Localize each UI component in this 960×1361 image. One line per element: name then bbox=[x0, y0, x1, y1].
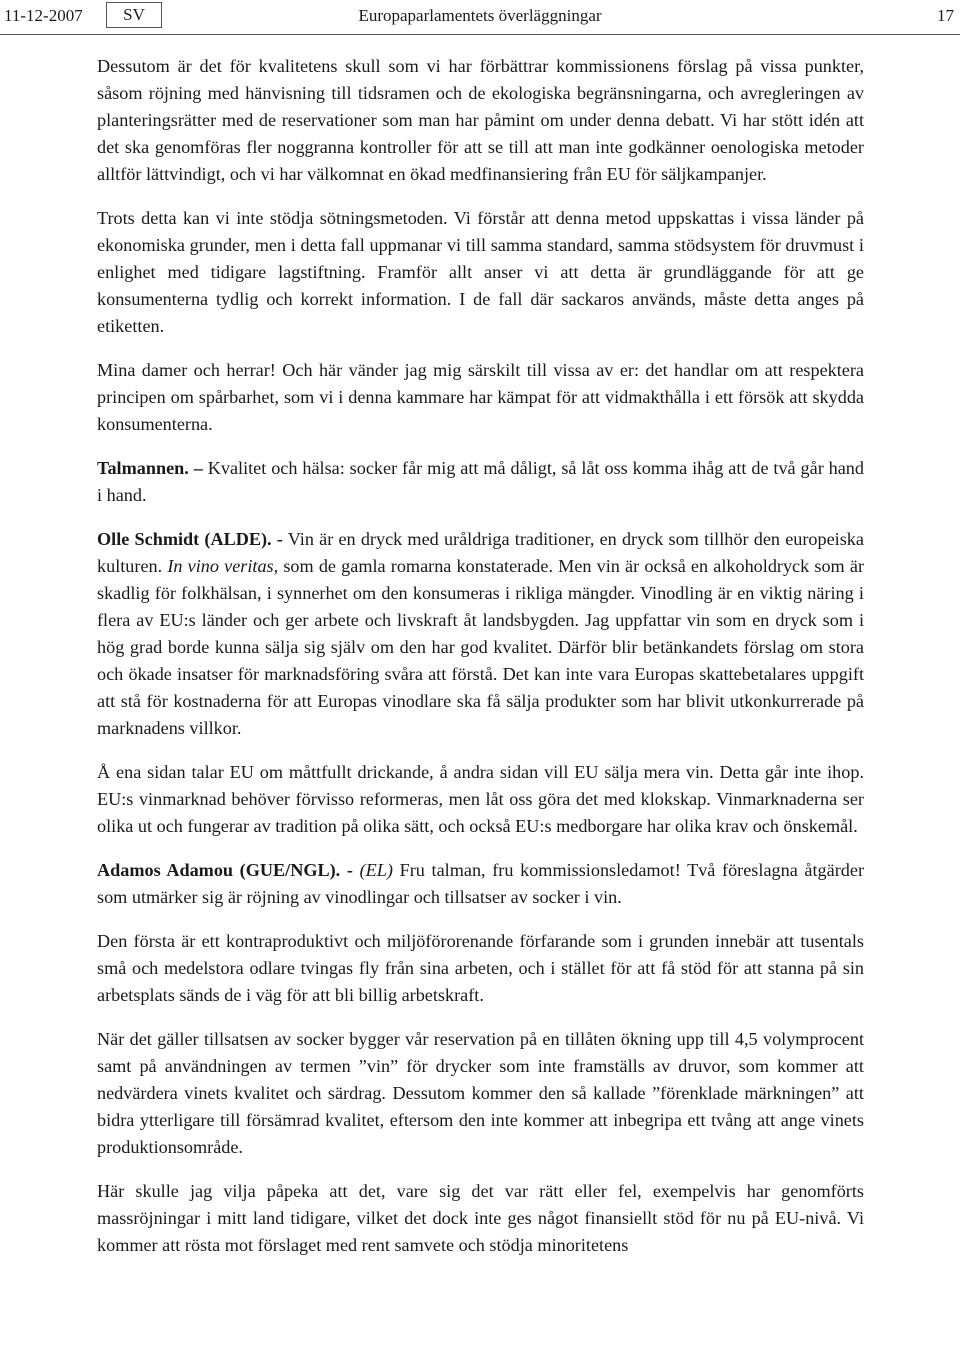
page-header bbox=[0, 0, 960, 35]
paragraph-talmannen bbox=[97, 455, 864, 509]
header-title: Europaparlamentets överläggningar bbox=[358, 6, 602, 25]
speaker-name: Olle Schmidt (ALDE). - bbox=[97, 529, 283, 549]
latin-quote: In vino veritas, bbox=[167, 556, 279, 576]
paragraph-text: Kvalitet och hälsa: socker får mig att må dåligt, så låt oss komma ihåg att de två går hand i hand. bbox=[97, 458, 864, 505]
paragraph-9 bbox=[97, 1026, 864, 1161]
paragraph-text: som de gamla romarna konstaterade. Men vin är också en alkoholdryck som är skadlig för folkhälsan, i synnerhet om den konsumeras i rikliga mängder. Vinodling är en viktig näring i flera av EU:s länder och ger arbete och livskraft åt landsbygden. Jag uppfattar vin som en dryck som i hög grad borde kunna sälja sig själv om den har god kvalitet. Därför blir betänkandets förslag om stora och ökade insatser för marknadsföring svåra att förstå. Det kan inte vara Europas skattebetalares uppgift att stå för kostnaderna för att Europas vinodlare ska få sälja produkter som har blivit utkonkurrerade på marknadens villkor. bbox=[97, 556, 865, 738]
paragraph-text: Mina damer och herrar! Och här vänder jag mig särskilt till vissa av er: det handlar om att respektera principen om spårbarhet, som vi i denna kammare har kämpat för att vidmakthålla i ett försök att skydda konsumenterna. bbox=[97, 360, 864, 434]
paragraph-2 bbox=[97, 205, 864, 340]
paragraph-text: Å ena sidan talar EU om måttfullt drickande, å andra sidan vill EU sälja mera vin. Detta går inte ihop. EU:s vinmarknad behöver förvisso reformeras, men låt oss göra det med klokskap. Vinmarknaderna ser olika ut och fungerar av tradition på olika sätt, och också EU:s medborgare har olika krav och önskemål. bbox=[97, 762, 864, 836]
paragraph-10 bbox=[97, 1178, 864, 1259]
paragraph-text: När det gäller tillsatsen av socker bygger vår reservation på en tillåten ökning upp till 4,5 volymprocent samt på användningen av termen ”vin” för drycker som inte framställs av druvor, som kommer att nedvärdera vinets kvalitet och särdrag. Dessutom kommer den så kallade ”förenklade märkningen” att bidra ytterligare till försämrad kvalitet, eftersom den inte kommer att inbegripa ett tvång att ange vinets produktionsområde. bbox=[97, 1029, 864, 1157]
paragraph-8 bbox=[97, 928, 864, 1009]
page-number: 17 bbox=[937, 6, 954, 25]
paragraph-adamou bbox=[97, 857, 864, 911]
paragraph-text: Här skulle jag vilja påpeka att det, vare sig det var rätt eller fel, exempelvis har genomförts massröjningar i mitt land tidigare, vilket det dock inte ges något finansiellt stöd för nu på EU-nivå. Vi kommer att rösta mot förslaget med rent samvete och stödja minoritetens bbox=[97, 1181, 864, 1255]
paragraph-text: Trots detta kan vi inte stödja sötningsmetoden. Vi förstår att denna metod uppskattas i vissa länder på ekonomiska grunder, men i detta fall uppmanar vi till samma standard, samma stödsystem för druvmust i enlighet med tidigare lagstiftning. Framför allt anser vi att detta är grundläggande för att ge konsumenterna tydlig och korrekt information. I de fall där sackaros används, måste detta anges på etiketten. bbox=[97, 208, 864, 336]
paragraph-text: Vin är en dryck med uråldriga traditioner, en dryck som tillhör den europeiska kulturen. bbox=[97, 529, 864, 576]
paragraph-text: Den första är ett kontraproduktivt och miljöförorenande förfarande som i grunden innebär att tusentals små och medelstora odlare tvingas fly från sina arbeten, och i stället för att få stöd för att stanna på sin arbetsplats sänds de i väg för att bli billig arbetskraft. bbox=[97, 931, 864, 1005]
paragraph-1 bbox=[97, 53, 864, 188]
paragraph-text: Dessutom är det för kvalitetens skull som vi har förbättrar kommissionens förslag på vissa punkter, såsom röjning med hänvisning till tidsramen och de ekologiska begränsningarna, och avregleringen av planteringsrätter med de reservationer som man har påmint om under denna debatt. Vi har stött idén att det ska genomföras fler noggranna kontroller för att se till att man inte godkänner oenologiska metoder alltför lättvindigt, och vi har välkomnat en ökad medfinansiering från EU för säljkampanjer. bbox=[97, 56, 864, 184]
paragraph-3 bbox=[97, 357, 864, 438]
language-marker: (EL) bbox=[359, 860, 393, 880]
paragraph-6 bbox=[97, 759, 864, 840]
paragraph-schmidt bbox=[97, 526, 864, 742]
speaker-name: Talmannen. – bbox=[97, 458, 203, 478]
header-date: 11-12-2007 bbox=[4, 6, 83, 25]
paragraph-text: Fru talman, fru kommissionsledamot! Två föreslagna åtgärder som utmärker sig är röjning av vinodlingar och tillsatser av socker i vin. bbox=[97, 860, 865, 907]
speaker-name: Adamos Adamou (GUE/NGL). - bbox=[97, 860, 353, 880]
document-body bbox=[97, 53, 864, 1276]
language-badge: SV bbox=[106, 2, 162, 28]
